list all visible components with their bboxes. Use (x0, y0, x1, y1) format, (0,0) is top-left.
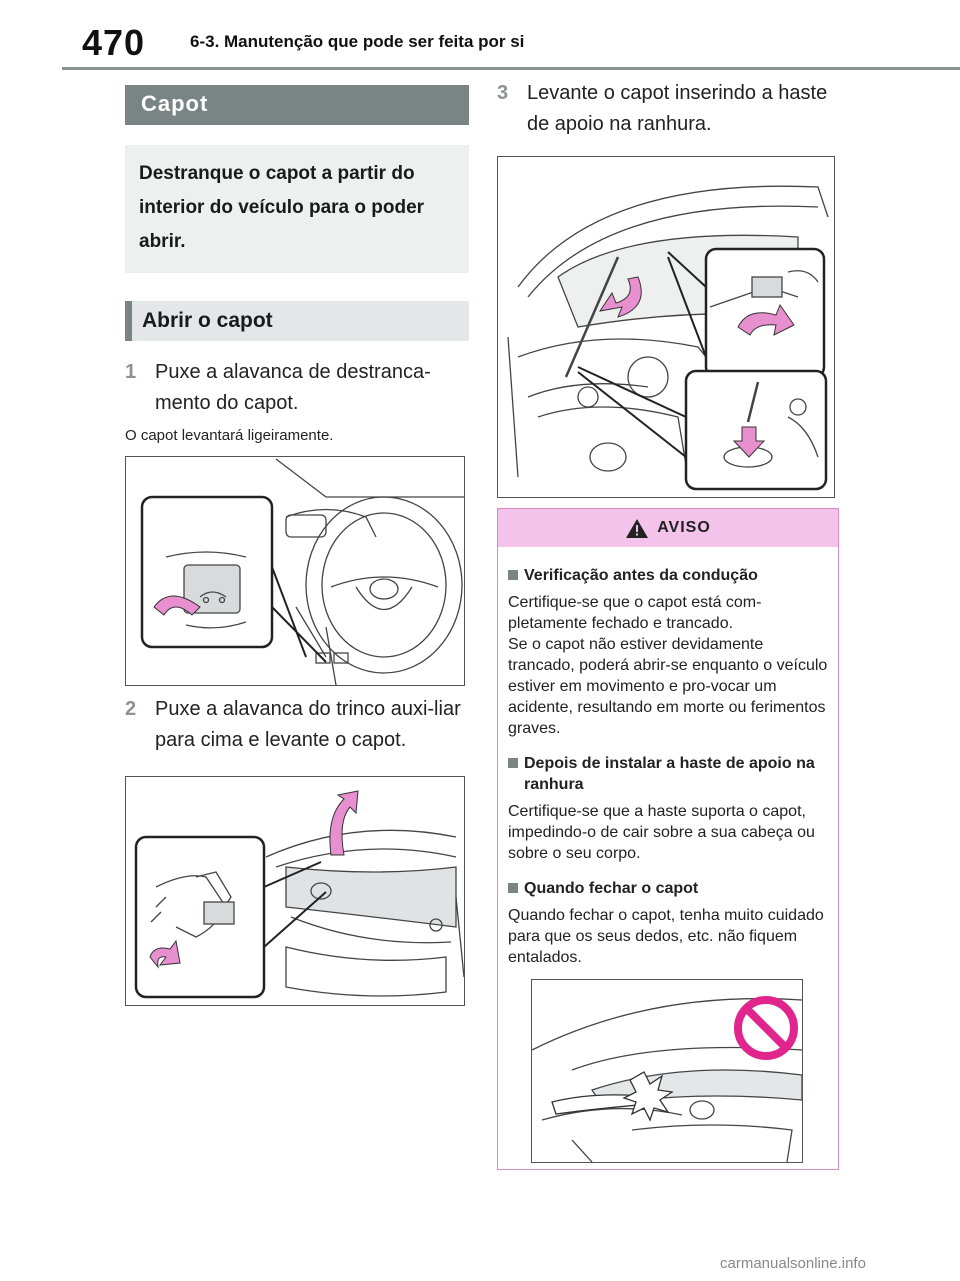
page-number: 470 (82, 22, 146, 63)
subtopic-title: Abrir o capot (125, 301, 469, 341)
warning-heading-text: Verificação antes da condução (524, 567, 758, 584)
warning-heading (508, 753, 830, 795)
step-number: 2 (125, 698, 137, 720)
section-title: 6-3. Manutenção que pode ser feita por si (190, 32, 525, 51)
figure-finger-pinch (531, 979, 803, 1163)
step-2 (125, 694, 469, 756)
warning-box (497, 508, 839, 1170)
figure-support-rod (497, 156, 835, 498)
warning-triangle-icon (625, 518, 649, 539)
step-note: O capot levantará ligeiramente. (125, 427, 334, 444)
warning-heading-text: Quando fechar o capot (524, 880, 699, 897)
step-1 (125, 357, 469, 419)
square-bullet-icon (508, 758, 518, 768)
warning-label: AVISO (657, 519, 711, 536)
figure-release-lever (125, 456, 465, 686)
step-number: 3 (497, 82, 509, 104)
release-lever-illustration (126, 457, 464, 685)
warning-text: Certifique-se que a haste suporta o capot, impedindo-o de cair sobre a sua cabeça ou sobre o seu corpo. (508, 803, 815, 862)
warning-body (498, 547, 838, 968)
step-text: Puxe a alavanca de destranca-mento do capot. (155, 361, 431, 414)
figure-auxiliary-latch (125, 776, 465, 1006)
left-column (125, 85, 469, 1006)
right-column (497, 78, 839, 498)
watermark: carmanualsonline.info (720, 1255, 866, 1272)
step-number: 1 (125, 361, 137, 383)
step-text: Levante o capot inserindo a haste de apoio na ranhura. (527, 82, 828, 135)
page-header (0, 0, 960, 70)
step-text: Puxe a alavanca do trinco auxi-liar para cima e levante o capot. (155, 698, 461, 751)
header-rule (62, 67, 960, 70)
step-3 (497, 78, 839, 140)
warning-text: Certifique-se que o capot está com-pletamente fechado e trancado. Se o capot não estiver devidamente trancado, poderá abrir-se enquanto o veículo estiver em movimento e pro-vocar um acidente, resultando em morte ou ferimentos graves. (508, 594, 828, 737)
finger-pinch-illustration (532, 980, 802, 1162)
warning-heading (508, 878, 830, 899)
warning-heading (508, 565, 830, 586)
support-rod-illustration (498, 157, 834, 497)
intro-box: Destranque o capot a partir do interior do veículo para o poder abrir. (125, 145, 469, 273)
square-bullet-icon (508, 570, 518, 580)
auxiliary-latch-illustration (126, 777, 464, 1005)
square-bullet-icon (508, 883, 518, 893)
warning-heading-text: Depois de instalar a haste de apoio na ranhura (524, 755, 815, 793)
warning-text: Quando fechar o capot, tenha muito cuidado para que os seus dedos, etc. não fiquem entalados. (508, 907, 824, 966)
warning-header (498, 509, 838, 547)
topic-title: Capot (125, 85, 469, 125)
